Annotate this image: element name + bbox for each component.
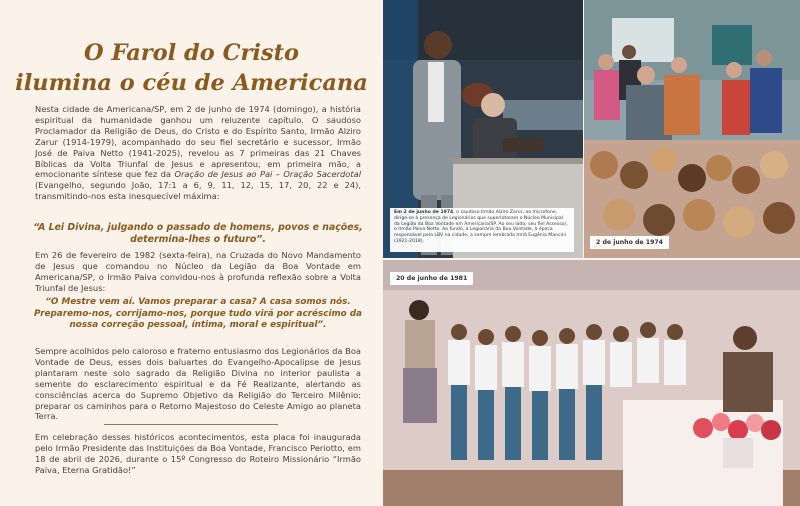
paragraph-4: Em celebração desses históricos acontecimentos, esta placa foi inaugurada pelo Irmão Presidente das Instituições da Boa Vontade, Francisco Periotto, em 18 de abril de 2026, durante o 15º Congresso do Roteiro Missionário “Irmão Paiva, Eterna Gratidão!” [35, 432, 361, 475]
photo-crowd-1974 [584, 0, 800, 258]
divider [104, 424, 278, 425]
photo-crowd-illustration [584, 0, 800, 258]
paragraph-1-italic: Oração de Jesus ao Pai – Oração Sacerdotal [174, 169, 361, 180]
paragraph-3: Sempre acolhidos pelo caloroso e fraterno entusiasmo dos Legionários da Boa Vontade de Deus, esses dois baluartes do Evangelho-Apocalipse de Jesus plantaram neste solo sagrado da Religião Divina no interior paulista a semente do esclarecimento espiritual e da Fé Realizante, alertando as consciências acerca do Supremo Objetivo da Religião do Terceiro Milênio: preparar os caminhos para o Retorno Majestoso do Celeste Amigo ao planeta Terra. [35, 346, 361, 422]
paragraph-1-text-a: Nesta cidade de Americana/SP, em 2 de junho de 1974 (domingo), a história espiritual da humanidade ganhou um reluzente capítulo. O saudoso Proclamador da Religião de Deus, do Cristo e do Espírito Santo, Irmão Alziro Zarur (1914-1979), acompanhado do seu fiel secretário e sucessor, Irmão José de Paiva Netto (1941-2025), revelou as 7 primeiras das 21 Chaves Bíblicas da Volta Triunfal de Jesus e apresentou, em primeira mão, a emocionante síntese que fez da [35, 104, 361, 180]
caption-text: , o saudoso Irmão Alziro Zarur, ao microfone, dirige-se à presença de Legionários que superlotaram o Núcleo Municipal da Legião da Boa Vontade em Americana/SP. Ao seu lado, seu fiel Assessor, o Irmão Paiva Netto. Ao fundo, a Legionária da Boa Vontade, à época responsável pela LBV na cidade, a sempre lembrada Irmã Eugênia Mancini (1921-2018). [394, 210, 568, 244]
title-line-2: ilumina o céu de Americana [15, 70, 368, 96]
paragraph-1 [35, 104, 361, 202]
quote-1: “A Lei Divina, julgando o passado de homens, povos e nações, determina-lhes o futuro”. [33, 222, 363, 245]
photo-choir-illustration [383, 260, 800, 506]
photo-choir-1981 [383, 260, 800, 506]
date-label-1981: 20 de junho de 1981 [390, 272, 473, 285]
photo-caption-1974 [390, 208, 574, 252]
paragraph-1-text-b: (Evangelho, segundo João, 17:1 a 6, 9, 11, 12, 15, 17, 20, 22 e 24), transmitindo-nos esta inesquecível máxima: [35, 180, 361, 202]
caption-date: Em 2 de junho de 1974 [394, 210, 454, 215]
date-label-1974: 2 de junho de 1974 [590, 236, 669, 249]
quote-2: “O Mestre vem aí. Vamos preparar a casa? A casa somos nós. Preparemo-nos, corrijamo-nos, porque tudo virá por acréscimo da nossa correção pessoal, íntima, moral e espiritual”. [34, 297, 362, 331]
paragraph-2: Em 26 de fevereiro de 1982 (sexta-feira), na Cruzada do Novo Mandamento de Jesus que comandou no Núcleo da Legião da Boa Vontade em Americana/SP, o Irmão Paiva convidou-nos à profunda reflexão sobre a Volta Triunfal de Jesus: [35, 250, 361, 293]
text-panel [0, 0, 383, 506]
title-line-1: O Farol do Cristo [84, 40, 299, 66]
